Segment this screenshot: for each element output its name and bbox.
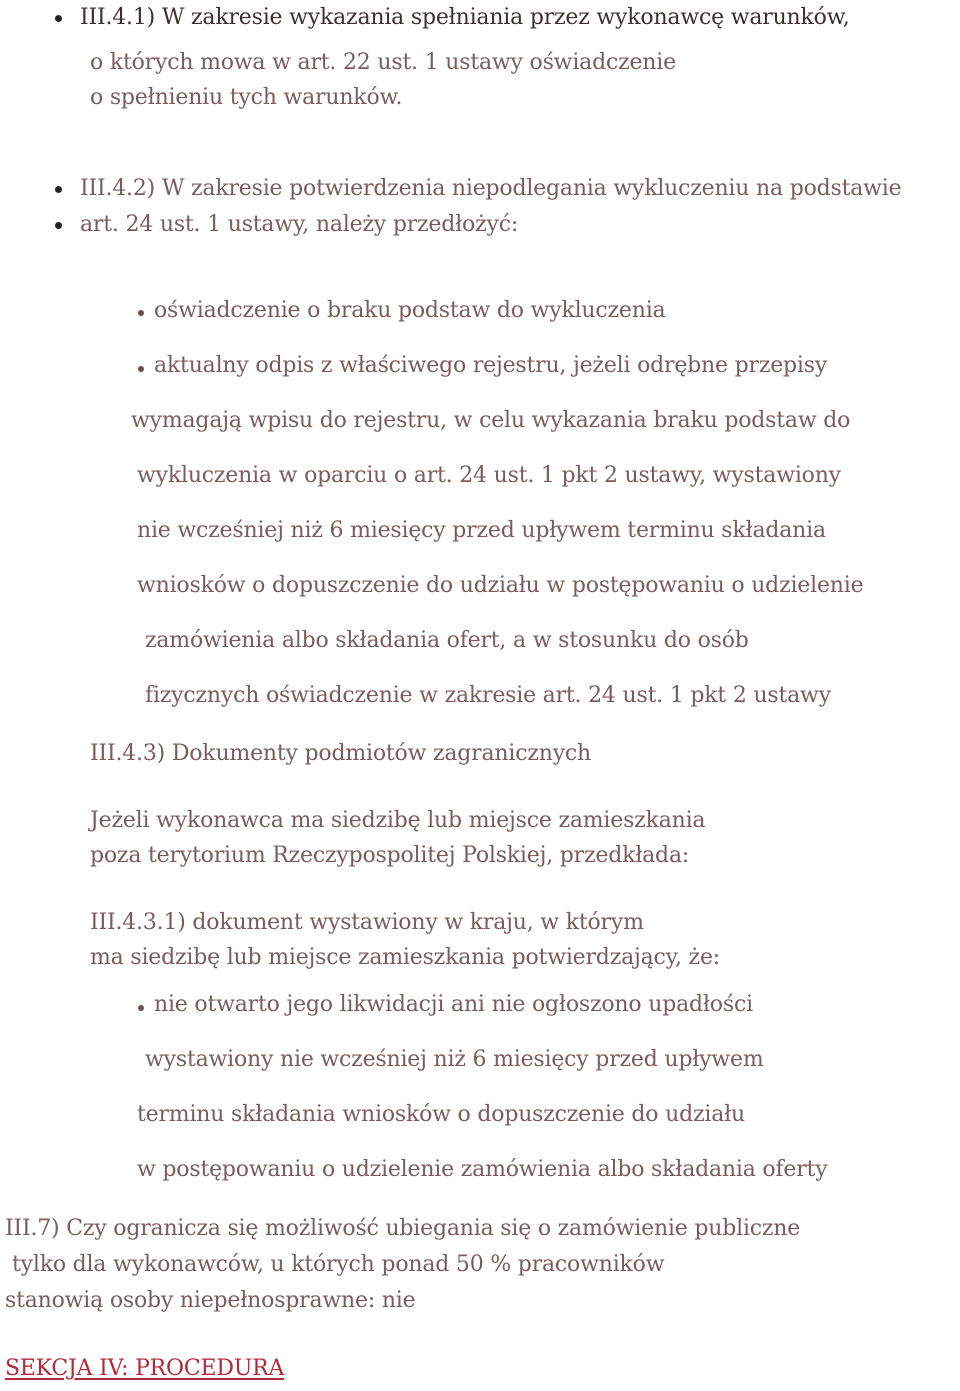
paragraph-III-4-3-1-line2: ma siedzibę lub miejsce zamieszkania potwierdzający, że: <box>90 945 720 970</box>
paragraph-III-7-line3: stanowią osoby niepełnosprawne: nie <box>5 1288 416 1313</box>
paragraph-foreign-intro-line1: Jeżeli wykonawca ma siedzibę lub miejsce zamieszkania <box>90 808 706 833</box>
list-item-register-excerpt-line3: wykluczenia w oparciu o art. 24 ust. 1 pkt 2 ustawy, wystawiony <box>137 463 841 488</box>
list-item-register-excerpt-line6: zamówienia albo składania ofert, a w stosunku do osób <box>145 628 749 653</box>
paragraph-III-4-3-1-line1: III.4.3.1) dokument wystawiony w kraju, w którym <box>90 910 644 935</box>
paragraph-III-7-line2: tylko dla wykonawców, u których ponad 50 % pracowników <box>12 1252 665 1277</box>
section-heading-procedure: SEKCJA IV: PROCEDURA <box>5 1356 285 1381</box>
paragraph-III-4-1-line3: o spełnieniu tych warunków. <box>90 85 403 110</box>
paragraph-III-4-2-line1: III.4.2) W zakresie potwierdzenia niepodlegania wykluczeniu na podstawie <box>80 176 902 201</box>
paragraph-foreign-intro-line2: poza terytorium Rzeczypospolitej Polskiej, przedkłada: <box>90 843 690 868</box>
paragraph-III-4-2-line2: art. 24 ust. 1 ustawy, należy przedłożyć: <box>80 212 519 237</box>
list-item-register-excerpt-line7: fizycznych oświadczenie w zakresie art. 24 ust. 1 pkt 2 ustawy <box>145 683 831 708</box>
bullet-icon <box>138 310 144 316</box>
list-item-no-exclusion-statement: oświadczenie o braku podstaw do wykluczenia <box>154 298 666 323</box>
bullet-icon <box>138 366 144 372</box>
list-item-register-excerpt-line1: aktualny odpis z właściwego rejestru, jeżeli odrębne przepisy <box>154 353 828 378</box>
list-item-liquidation-line2: wystawiony nie wcześniej niż 6 miesięcy przed upływem <box>145 1047 764 1072</box>
list-item-register-excerpt-line4: nie wcześniej niż 6 miesięcy przed upływem terminu składania <box>137 518 826 543</box>
paragraph-III-4-1-line1: III.4.1) W zakresie wykazania spełniania przez wykonawcę warunków, <box>80 5 850 30</box>
paragraph-III-4-1-line2: o których mowa w art. 22 ust. 1 ustawy oświadczenie <box>90 50 676 75</box>
list-item-liquidation-line4: w postępowaniu o udzielenie zamówienia albo składania oferty <box>137 1157 828 1182</box>
list-item-liquidation-line1: nie otwarto jego likwidacji ani nie ogłoszono upadłości <box>154 992 753 1017</box>
list-item-register-excerpt-line5: wniosków o dopuszczenie do udziału w postępowaniu o udzielenie <box>137 573 864 598</box>
bullet-icon <box>55 15 62 22</box>
list-item-register-excerpt-line2: wymagają wpisu do rejestru, w celu wykazania braku podstaw do <box>131 408 851 433</box>
heading-III-4-3: III.4.3) Dokumenty podmiotów zagranicznych <box>90 741 592 766</box>
list-item-liquidation-line3: terminu składania wniosków o dopuszczenie do udziału <box>137 1102 746 1127</box>
paragraph-III-7-line1: III.7) Czy ogranicza się możliwość ubiegania się o zamówienie publiczne <box>5 1216 801 1241</box>
bullet-icon <box>138 1005 144 1011</box>
bullet-icon <box>55 222 62 229</box>
bullet-icon <box>55 186 62 193</box>
